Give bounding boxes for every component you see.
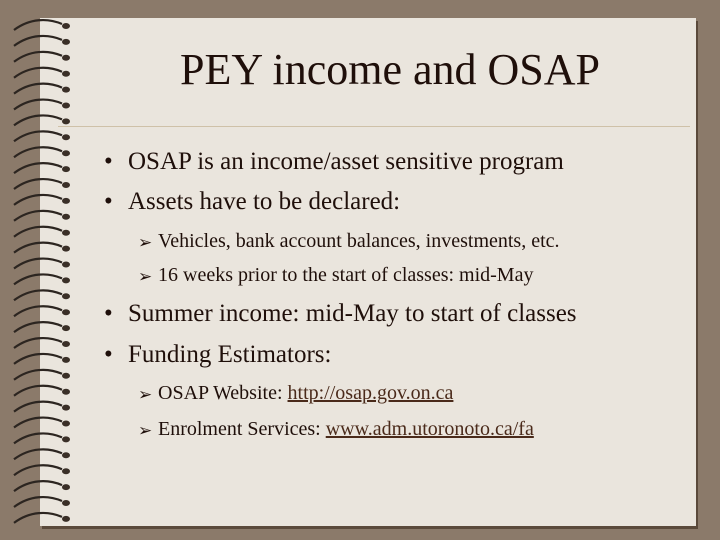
bullet-item: • Summer income: mid-May to start of classes (104, 300, 577, 327)
sub-bullet-item: ➢ 16 weeks prior to the start of classes: mid-May (158, 264, 533, 287)
bullet-dot-icon: • (104, 188, 113, 215)
bullet-item: • Funding Estimators: (104, 341, 332, 368)
bullet-dot-icon: • (104, 341, 113, 368)
arrow-bullet-icon: ➢ (138, 233, 153, 253)
osap-website-link[interactable]: http://osap.gov.on.ca (287, 382, 454, 404)
sub-bullet-item: ➢ OSAP Website: http://osap.gov.on.ca (158, 382, 453, 405)
slide-title: PEY income and OSAP (179, 45, 601, 94)
bullet-dot-icon: • (104, 148, 113, 175)
enrolment-services-link[interactable]: www.adm.utoronoto.ca/fa (325, 418, 534, 440)
arrow-bullet-icon: ➢ (138, 421, 153, 441)
bullet-item: • Assets have to be declared: (104, 188, 401, 215)
sub-bullet-item: ➢ Vehicles, bank account balances, investments, etc. (158, 230, 560, 253)
arrow-bullet-icon: ➢ (138, 267, 153, 287)
sub-bullet-item: ➢ Enrolment Services: www.adm.utoronoto.ca/fa (158, 418, 534, 441)
bullet-dot-icon: • (104, 300, 113, 327)
bullet-item: • OSAP is an income/asset sensitive program (104, 148, 564, 175)
arrow-bullet-icon: ➢ (138, 385, 153, 405)
